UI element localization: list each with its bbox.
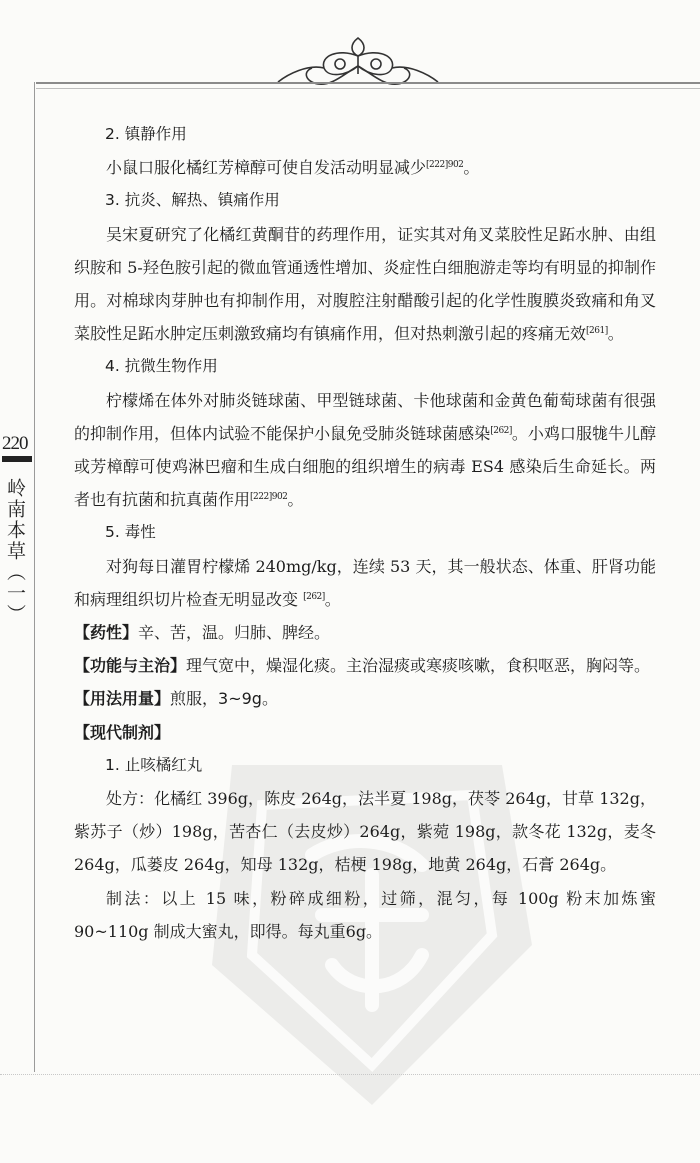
margin-rule bbox=[34, 82, 35, 1072]
section-modern-preparations bbox=[74, 716, 656, 749]
header-rule-thin bbox=[36, 88, 700, 89]
paragraph-anti-inflammatory: 吴宋夏研究了化橘红黄酮苷的药理作用，证实其对角叉菜胶性足跖水肿、由组织胺和 5-羟色胺引起的微血管通透性增加、炎症性白细胞游走等均有明显的抑制作用。对棉球肉芽肿也有抑制作用，对腹腔注射醋酸引起的化学性腹膜炎致痛和角叉菜胶性足跖水肿定压刺激致痛均有镇痛作用，但对热刺激引起的疼痛无效[261]。 bbox=[74, 224, 656, 344]
section-label: 【用法用量】 bbox=[74, 689, 171, 709]
paragraph-prescription: 处方：化橘红 396g，陈皮 264g，法半夏 198g，茯苓 264g，甘草 132g，紫苏子（炒）198g，苦杏仁（去皮炒）264g，紫菀 198g，款冬花 132g，麦冬 264g，瓜蒌皮 264g，知母 132g，桔梗 198g，地黄 264g，石膏 264g。 bbox=[74, 789, 656, 875]
citation: [222]902 bbox=[250, 492, 288, 503]
subheading-antimicrobial: 4. 抗微生物作用 bbox=[105, 357, 218, 376]
citation: [262] bbox=[490, 425, 512, 436]
section-label: 【功能与主治】 bbox=[74, 656, 187, 676]
subheading-cough-pill: 1. 止咳橘红丸 bbox=[105, 755, 203, 774]
citation: [222]902 bbox=[426, 160, 464, 171]
section-label: 【药性】 bbox=[74, 623, 139, 643]
section-function-indication: 【功能与主治】理气宽中，燥湿化痰。主治湿痰或寒痰咳嗽，食积呕恶，胸闷等。 bbox=[74, 656, 651, 676]
section-nature: 【药性】辛、苦，温。归肺、脾经。 bbox=[74, 623, 331, 643]
page-number-bar bbox=[2, 456, 32, 462]
running-title: 岭南本草（一） bbox=[4, 478, 26, 625]
page-body bbox=[74, 118, 656, 948]
paragraph-sedation: 小鼠口服化橘红芳樟醇可使自发活动明显减少$^{[222]902}$。 bbox=[106, 158, 480, 178]
section-dosage: 【用法用量】煎服，3~9g。 bbox=[74, 689, 278, 709]
subheading-toxicity: 5. 毒性 bbox=[105, 523, 156, 542]
paragraph-preparation-method: 制法：以上 15 味，粉碎成细粉，过筛，混匀，每 100g 粉末加炼蜜 90~110g 制成大蜜丸，即得。每丸重6g。 bbox=[74, 888, 656, 941]
footer-rule bbox=[0, 1074, 700, 1075]
page-number: 220 bbox=[2, 433, 28, 454]
section-label: 【现代制剂】 bbox=[74, 722, 171, 742]
subheading-sedation: 2. 镇静作用 bbox=[105, 125, 187, 143]
citation: [261] bbox=[586, 326, 608, 337]
header-rule bbox=[36, 82, 700, 84]
citation: [262] bbox=[303, 591, 325, 602]
paragraph-antimicrobial: 柠檬烯在体外对肺炎链球菌、甲型链球菌、卡他球菌和金黄色葡萄球菌有很强的抑制作用，但体内试验不能保护小鼠免受肺炎链球菌感染[262]。小鸡口服牻牛儿醇或芳樟醇可使鸡淋巴瘤和生成白细胞的组织增生的病毒 ES4 感染后生命延长。两者也有抗菌和抗真菌作用$^{[222]902}$。 bbox=[74, 390, 656, 510]
subheading-anti-inflammatory: 3. 抗炎、解热、镇痛作用 bbox=[105, 191, 280, 210]
paragraph-toxicity: 对狗每日灌胃柠檬烯 240mg/kg，连续 53 天，其一般状态、体重、肝肾功能和病理组织切片检查无明显改变 [262]。 bbox=[74, 556, 656, 609]
